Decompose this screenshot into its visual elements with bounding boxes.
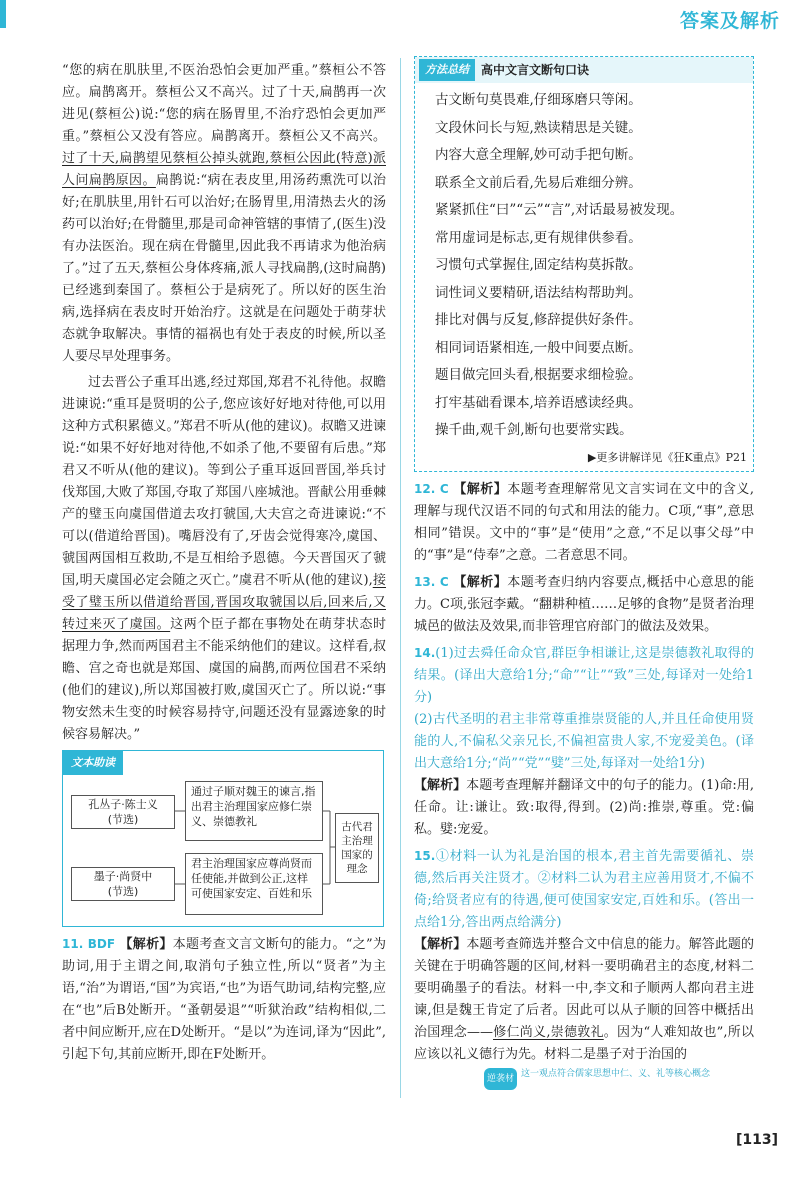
guide-box-mozi: 墨子·尚贤中 (节选) [71, 867, 175, 901]
method-title: 高中文言文断句口诀 [481, 63, 590, 77]
answer-11: BDF [87, 937, 116, 951]
answer-12: C [439, 481, 449, 496]
right-column [414, 60, 754, 1090]
underlined-sentence: 过了十天,扁鹊望见蔡桓公掉头就跑,蔡桓公因此(特意)派人问扁鹊原因。 [62, 151, 386, 188]
rhyme-line: 打牢基础看课本,培养语感读经典。 [435, 394, 642, 411]
more-reference-link[interactable]: ▶更多讲解详见《狂K重点》P21 [587, 450, 747, 464]
reading-guide [62, 750, 384, 927]
annotation-note [484, 1068, 724, 1090]
color-tab [0, 0, 6, 28]
note-label: 逆袭材 [484, 1068, 517, 1090]
rhyme-line: 排比对偶与反复,修辞提供好条件。 [435, 312, 642, 328]
rhyme-line: 相同词语紧相连,一般中间要点断。 [435, 339, 642, 356]
page-header: 答案及解析 [679, 10, 780, 32]
method-summary [414, 56, 754, 472]
rhyme-line: 常用虚词是标志,更有规律供参看。 [435, 229, 642, 246]
rhyme-line: 词性词义要精研,语法结构帮助判。 [435, 284, 642, 301]
column-divider [400, 58, 401, 1098]
page-number: [113] [735, 1132, 778, 1148]
method-tag: 方法总结 [419, 59, 475, 81]
question-13: 13. C 【解析】本题考查归纳内容要点,概括中心意思的能力。C项,张冠李戴。“翻耕种植……足够的食物”是贤者治理城邑的做法及效果,而非管理官府部门的做法及效果。 [414, 574, 754, 634]
rhyme-line: 紧紧抓住“曰”“云”“言”,对话最易被发现。 [435, 202, 684, 218]
rhyme-line: 文段休问长与短,熟读精思是关键。 [435, 119, 642, 136]
question-14-analysis: 【解析】本题考查理解并翻译文中的句子的能力。(1)命:用,任命。让:谦让。致:取得,得到。(2)尚:推崇,尊重。党:偏私。嬖:宠爱。 [414, 777, 754, 837]
question-14-answer-1: 14.(1)过去舜任命众官,群臣争相谦让,这是崇德教礼取得的结果。(译出大意给1分;“命”“让”“致”三处,每译对一处给1分) [414, 645, 754, 705]
rhyme-line: 联系全文前后看,先易后难细分辨。 [435, 174, 642, 191]
question-11: 11. BDF 【解析】本题考查文言文断句的能力。“之”为助词,用于主谓之间,取消句子独立性,所以“贤者”为主语,“治”为谓语,“国”为宾语,“也”为语气助词,结构完整,应在“也”后B处断开。“蚤朝晏退”“听狱治政”结构相似,二者中间应断开,应在D处断开。“是以”为连词,译为“因此”,引起下句,其前应断开,即在F处断开。 [62, 937, 386, 1062]
rhyme-line: 操千曲,观千剑,断句也要常实践。 [435, 422, 633, 438]
left-column [62, 60, 386, 1066]
guide-box-mozi-summary: 君主治理国家应尊尚贤而任使能,并做到公正,这样可使国家安定、百姓和乐 [185, 853, 323, 915]
question-15-answer: 15.①材料一认为礼是治国的根本,君主首先需要循礼、崇德,然后再关注贤才。②材料二认为君主应善用贤才,不偏不倚;给贤者应有的待遇,便可使国家安定,百姓和乐。(答出一点给1分,答出两点给满分) [414, 848, 754, 930]
rhyme-line: 内容大意全理解,妙可动手把句断。 [435, 147, 642, 163]
guide-box-theme: 古代君主治理国家的理念 [335, 813, 379, 883]
rhyme-list [415, 83, 753, 447]
question-15-analysis: 【解析】本题考查筛选并整合文中信息的能力。解答此题的关键在于明确答题的区间,材料一要明确君主的态度,材料二要明确墨子的看法。材料一中,李文和子顺两人都向君主进谏,但是魏王肯定了后者。因此可以从子顺的回答中概括出治国理念——修仁尚义,崇德敦礼。因为“人难知故也”,所以应该以礼义德行为先。材料二是墨子对于治国的 [414, 936, 754, 1062]
answer-13: C [439, 574, 449, 589]
rhyme-line: 古文断句莫畏难,仔细琢磨只等闲。 [435, 92, 642, 108]
guide-tag: 文本助读 [63, 751, 123, 775]
question-14-answer-2: (2)古代圣明的君主非常尊重推崇贤能的人,并且任命使用贤能的人,不偏私父亲兄长,不偏袒富贵人家,不宠爱美色。(译出大意给1分;“尚”“党”“嬖”三处,每译对一处给1分) [414, 711, 754, 771]
underlined-sentence: 接受了璧玉所以借道给晋国,晋国攻取虢国以后,回来后,又转过来灭了虞国。 [62, 573, 386, 632]
question-12: 12. C 【解析】本题考查理解常见文言实词在文中的含义,理解与现代汉语不同的句式和用法的能力。C项,“事”,意思相同”错误。文中的“事”是“使用”之意,“不足以事父母”中的“事”是“侍奉”之意。二者意思不同。 [414, 481, 754, 563]
paragraph-chonger: 过去晋公子重耳出逃,经过郑国,郑君不礼待他。叔瞻进谏说:“重耳是贤明的公子,您应该好好地对待他,可以用这种方式积累德义。”郑君不听从(他的建议)。叔瞻又进谏说:“如果不好好地对待他,不如杀了他,不要留有后患。”郑君又不听从(他的建议)。等到公子重耳返回晋国,举兵讨伐郑国,大败了郑国,夺取了郑国八座城池。晋献公用垂棘产的璧玉向虞国借道去攻打虢国,大夫宫之奇进谏说:“不可以(借道给晋国)。嘴唇没有了,牙齿会觉得寒冷,虞国、虢国两国相互救助,不是互相给予恩德。今天晋国灭了虢国,明天虞国必定会随之灭亡。”虞君不听从(他的建议),接受了璧玉所以借道给晋国,晋国攻取虢国以后,回来后,又转过来灭了虞国。这两个臣子都在事物处在萌芽状态时据理力争,然而两国君主不能采纳他们的建议。这样看,叔瞻、宫之奇也就是郑国、虞国的扁鹊,而两位国君不采纳(他们的建议),所以郑国被打败,虞国灭亡了。所以说:“事物安然未生变的时候容易持守,问题还没有显露迹象的时候容易解决。” [62, 375, 386, 742]
guide-box-kongcongzi: 孔丛子·陈士义 (节选) [71, 795, 175, 829]
paragraph-bianque: “您的病在肌肤里,不医治恐怕会更加严重。”蔡桓公不答应。扁鹊离开。蔡桓公又不高兴。过了十天,扁鹊再一次进见(蔡桓公)说:“您的病在肠胃里,不治疗恐怕会更加严重。”蔡桓公又没有答应。扁鹊离开。蔡桓公又不高兴。过了十天,扁鹊望见蔡桓公掉头就跑,蔡桓公因此(特意)派人问扁鹊原因。扁鹊说:“病在表皮里,用汤药熏洗可以治好;在肌肤里,用针石可以治好;在肠胃里,用清热去火的汤药可以治好;在骨髓里,那是司命神管辖的事情了,(医生)没有办法医治。现在病在骨髓里,因此我不再请求为他治病了。”过了五天,蔡桓公身体疼痛,派人寻找扁鹊,(这时扁鹊)已经逃到秦国了。蔡桓公于是病死了。所以好的医生治病,选择病在表皮时开始治疗。这就是在问题处于萌芽状态就争取解决。事情的福祸也有处于表皮的时候,所以圣人要尽早处理事务。 [62, 63, 386, 364]
rhyme-line: 习惯句式掌握住,固定结构莫拆散。 [435, 257, 642, 273]
underlined-phrase: 修仁尚义,崇德敦礼 [493, 1024, 604, 1040]
rhyme-line: 题目做完回头看,根据要求细检验。 [435, 367, 642, 383]
note-text: 这一观点符合儒家思想中仁、义、礼等核心概念 [521, 1068, 711, 1079]
guide-box-kongcongzi-summary: 通过子顺对魏王的谏言,指出君主治理国家应修仁崇义、崇德教礼 [185, 781, 323, 841]
